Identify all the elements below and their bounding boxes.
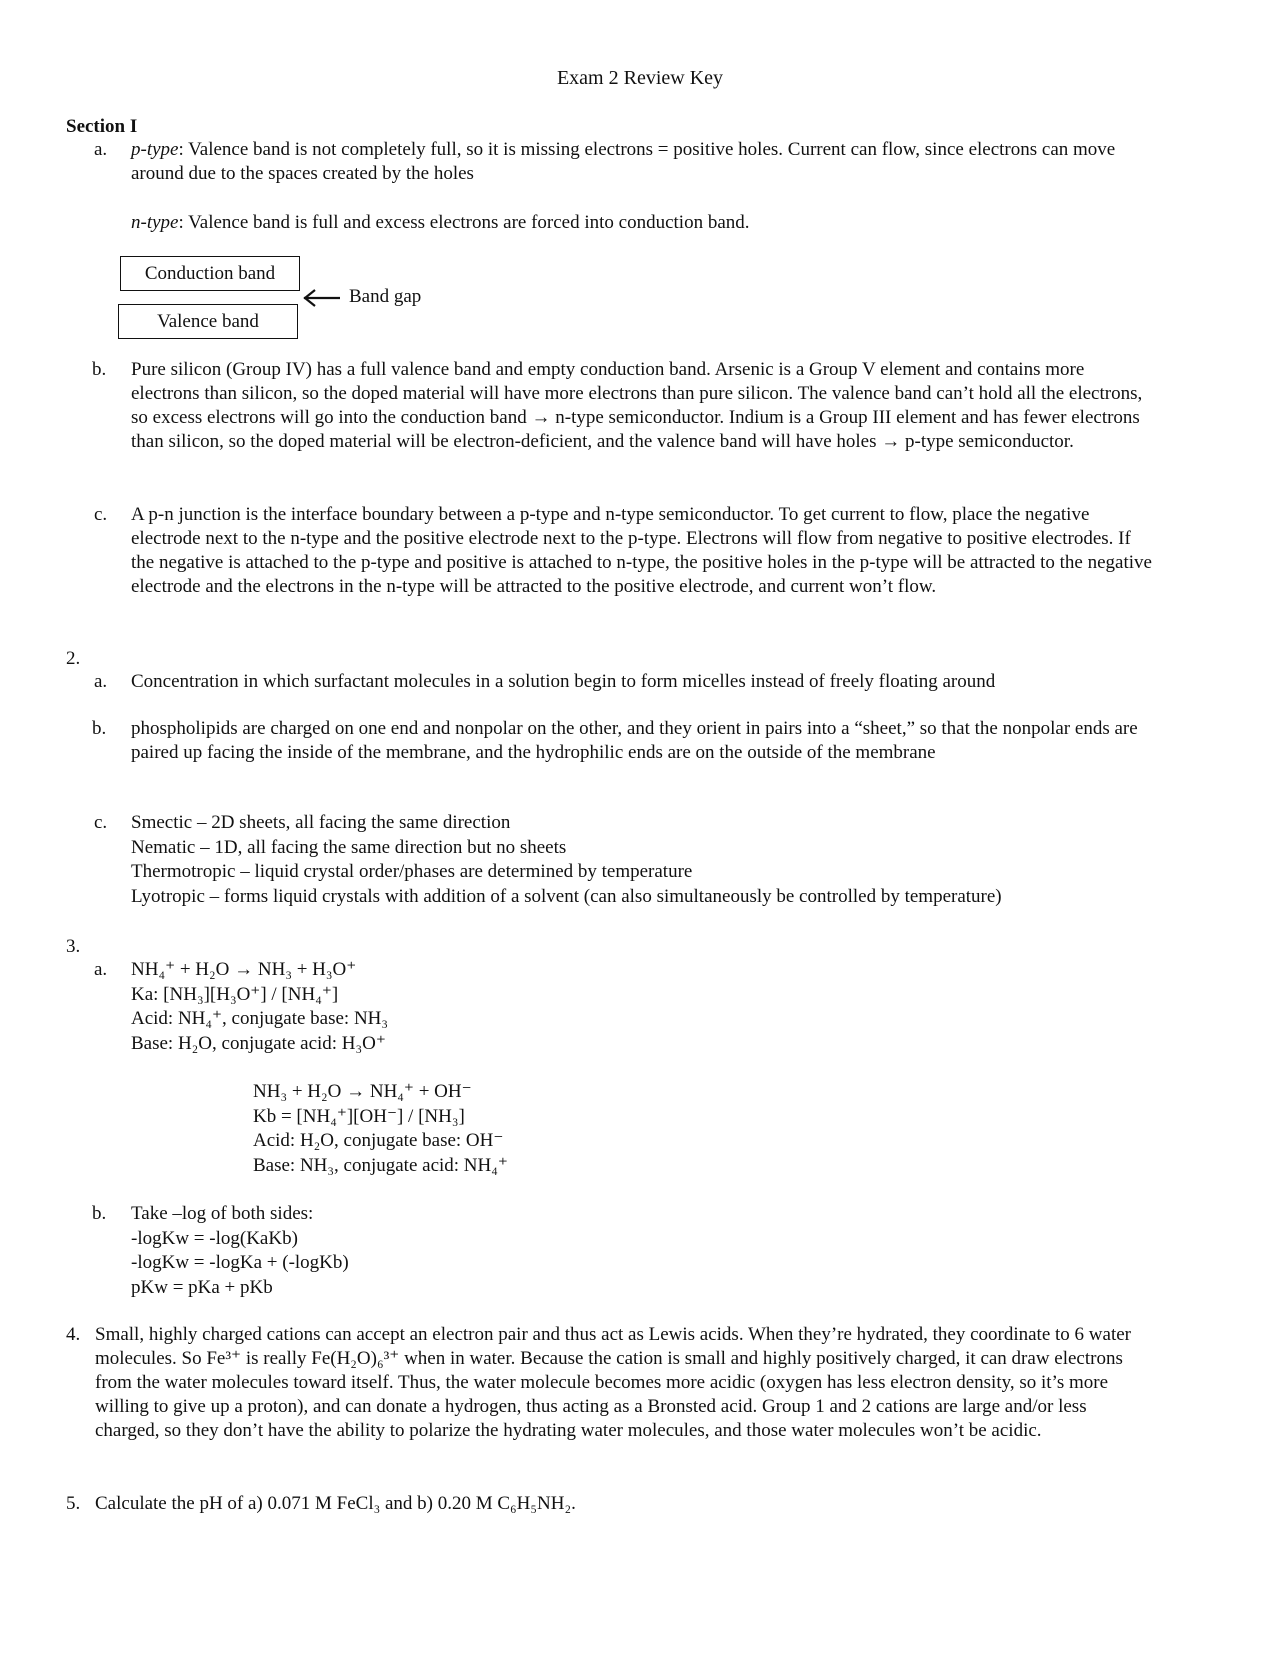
p-type-text: : Valence band is not completely full, so it is missing electrons = positive holes. Current can flow, since electrons can move around due to the spaces created by the holes <box>131 139 1116 184</box>
question-number: 4. <box>66 1324 81 1345</box>
doping-paragraph: Pure silicon (Group IV) has a full valence band and empty conduction band. Arsenic is a Group V element and contains more electrons than silicon, so the doped material will have more electrons than pure silicon. The valence band can’t hold all the electrons, so excess electrons will go into the conduction band → n-type semiconductor. Indium is a Group III element and has fewer electrons than silicon, so the doped material will be electron-deficient, and the valence band will have holes → p-type semiconductor. <box>131 359 1143 452</box>
list-item: Lyotropic – forms liquid crystals with addition of a solvent (can also simultaneously be controlled by temperature) <box>131 885 1002 907</box>
item-label: b. <box>92 1203 107 1224</box>
kb-expression: Kb = [NH₄⁺][OH⁻] / [NH₃] <box>253 1105 465 1127</box>
section-heading: Section I <box>66 116 138 137</box>
item-label: a. <box>94 671 108 692</box>
n-type-paragraph <box>131 211 1156 235</box>
page-title: Exam 2 Review Key <box>556 67 724 89</box>
liquid-crystal-list <box>131 811 1156 909</box>
question-number: 2. <box>66 648 81 669</box>
acid-pair: Acid: H₂O, conjugate base: OH⁻ <box>253 1130 504 1151</box>
equation: NH₃ + H₂O → NH₄⁺ + OH⁻ <box>253 1081 472 1102</box>
pn-junction-paragraph: A p-n junction is the interface boundary between a p-type and n-type semiconductor. To get current to flow, place the negative electrode next to the n-type and the positive electrode next to the p-type. Electrons will flow from negative to positive electrodes. If the negative is attached to the p-type and positive is attached to n-type, the positive holes in the p-type will be attracted to the negative electrode and the electrons in the n-type will be attracted to the positive electrode, and current won’t flow. <box>131 504 1152 597</box>
phospholipid-paragraph: phospholipids are charged on one end and nonpolar on the other, and they orient in pairs into a “sheet,” so that the nonpolar ends are paired up facing the inside of the membrane, and the hydrophilic ends are on the outside of the membrane <box>131 718 1138 763</box>
ph-question: Calculate the pH of a) 0.071 M FeCl₃ and b) 0.20 M C₆H₅NH₂. <box>95 1493 576 1514</box>
arrow-left-icon <box>302 288 342 308</box>
list-item: Nematic – 1D, all facing the same direction but no sheets <box>131 836 567 858</box>
conduction-band-box: Conduction band <box>120 256 300 291</box>
question-number: 3. <box>66 936 81 957</box>
equation: NH₄⁺ + H₂O → NH₃ + H₃O⁺ <box>131 959 357 980</box>
p-type-term: p-type <box>131 139 179 160</box>
derivation-line: Take –log of both sides: <box>131 1203 314 1224</box>
item-label: c. <box>94 504 108 525</box>
question-number: 5. <box>66 1493 81 1514</box>
pkw-derivation <box>131 1202 1156 1300</box>
n-type-text: : Valence band is full and excess electrons are forced into conduction band. <box>178 212 750 233</box>
lewis-acid-paragraph: Small, highly charged cations can accept an electron pair and thus act as Lewis acids. When they’re hydrated, they coordinate to 6 water molecules. So Fe³⁺ is really Fe(H₂O)₆³⁺ when in water. Because the cation is small and highly positively charged, it can draw electrons from the water molecules toward itself. Thus, the water molecule becomes more acidic (oxygen has less electron density, so it’s more willing to give up a proton), and can donate a hydrogen, thus acting as a Bronsted acid. Group 1 and 2 cations are large and/or less charged, so they don’t have the ability to polarize the hydrating water molecules, and those water molecules won’t be acidic. <box>95 1324 1131 1441</box>
derivation-line: -logKw = -log(KaKb) <box>131 1227 298 1249</box>
list-item: Thermotropic – liquid crystal order/phases are determined by temperature <box>131 861 693 882</box>
item-label: c. <box>94 812 108 833</box>
valence-band-box: Valence band <box>118 304 298 339</box>
ka-expression: Ka: [NH₃][H₃O⁺] / [NH₄⁺] <box>131 983 339 1005</box>
derivation-line: -logKw = -logKa + (-logKb) <box>131 1252 349 1273</box>
p-type-paragraph <box>131 138 1156 186</box>
item-label: a. <box>94 959 108 980</box>
item-label: b. <box>92 718 107 739</box>
kb-block <box>253 1080 1278 1178</box>
acid-pair: Acid: NH₄⁺, conjugate base: NH₃ <box>131 1008 389 1029</box>
derivation-line: pKw = pKa + pKb <box>131 1276 273 1298</box>
band-gap-label: Band gap <box>349 286 422 307</box>
list-item: Smectic – 2D sheets, all facing the same direction <box>131 812 511 833</box>
base-pair: Base: NH₃, conjugate acid: NH₄⁺ <box>253 1154 508 1176</box>
ka-block <box>131 958 1156 1056</box>
item-label: a. <box>94 139 108 160</box>
item-label: b. <box>92 359 107 380</box>
base-pair: Base: H₂O, conjugate acid: H₃O⁺ <box>131 1032 386 1054</box>
n-type-term: n-type <box>131 212 179 233</box>
cmc-paragraph: Concentration in which surfactant molecules in a solution begin to form micelles instead of freely floating around <box>131 671 996 692</box>
